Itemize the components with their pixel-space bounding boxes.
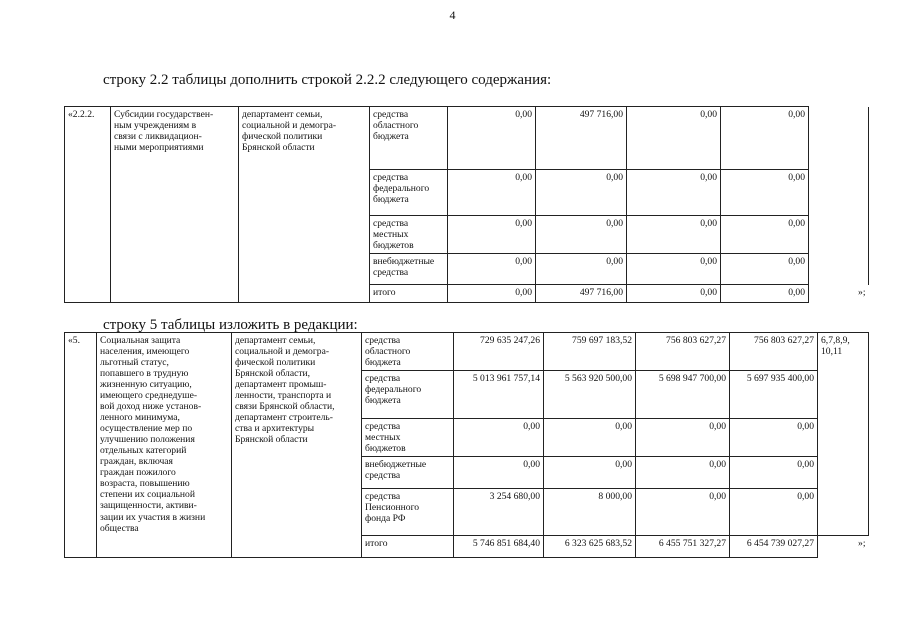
empty-cell bbox=[809, 216, 869, 254]
value-col-1: 5 013 961 757,14 bbox=[454, 371, 544, 419]
value-col-2: 497 716,00 bbox=[536, 107, 627, 170]
value-col-2: 0,00 bbox=[536, 216, 627, 254]
funding-source: средства Пенсионного фонда РФ bbox=[362, 489, 454, 536]
funding-source: внебюджетные средства bbox=[362, 457, 454, 489]
table-row bbox=[65, 107, 869, 170]
item-name: Социальная защита населения, имеющего льготный статус, попавшего в трудную жизненную ситуацию, имеющего среднедуше- вой доход ниже установ- ленного минимума, осуществление мер по улучшению положения отдельных категорий граждан, включая граждан пожилого возраста, повышению степени их социальной защищенности, активи- зации их участия в жизни общества bbox=[97, 333, 232, 558]
value-col-3: 0,00 bbox=[627, 254, 721, 285]
funding-source: средства федерального бюджета bbox=[370, 170, 448, 216]
value-col-4: 5 697 935 400,00 bbox=[730, 371, 818, 419]
value-col-3: 0,00 bbox=[636, 419, 730, 457]
value-col-1: 5 746 851 684,40 bbox=[454, 536, 544, 558]
empty-cell bbox=[809, 254, 869, 285]
value-col-2: 759 697 183,52 bbox=[544, 333, 636, 371]
funding-source: средства местных бюджетов bbox=[370, 216, 448, 254]
value-col-1: 0,00 bbox=[448, 216, 536, 254]
value-col-1: 0,00 bbox=[448, 254, 536, 285]
value-col-3: 0,00 bbox=[627, 107, 721, 170]
funding-source: внебюджетные средства bbox=[370, 254, 448, 285]
value-col-4: 0,00 bbox=[721, 285, 809, 303]
value-col-4: 6 454 739 027,27 bbox=[730, 536, 818, 558]
value-col-4: 0,00 bbox=[721, 107, 809, 170]
value-col-4: 0,00 bbox=[721, 254, 809, 285]
value-col-1: 0,00 bbox=[454, 457, 544, 489]
funding-source: итого bbox=[370, 285, 448, 303]
table-row-5 bbox=[64, 332, 869, 558]
value-col-2: 0,00 bbox=[544, 419, 636, 457]
item-name: Субсидии государствен- ным учреждениям в связи с ликвидацион- ными мероприятиями bbox=[111, 107, 239, 303]
value-col-2: 0,00 bbox=[544, 457, 636, 489]
value-col-3: 0,00 bbox=[627, 285, 721, 303]
value-col-1: 3 254 680,00 bbox=[454, 489, 544, 536]
funding-source: итого bbox=[362, 536, 454, 558]
item-code: «5. bbox=[65, 333, 97, 558]
page-number: 4 bbox=[449, 8, 456, 22]
value-col-1: 0,00 bbox=[448, 107, 536, 170]
closing-quote: »; bbox=[858, 286, 866, 298]
value-col-1: 0,00 bbox=[454, 419, 544, 457]
amendment-heading-2: строку 5 таблицы изложить в редакции: bbox=[103, 317, 358, 333]
value-col-2: 5 563 920 500,00 bbox=[544, 371, 636, 419]
value-col-1: 0,00 bbox=[448, 285, 536, 303]
amendment-heading-1: строку 2.2 таблицы дополнить строкой 2.2.2 следующего содержания: bbox=[103, 72, 552, 88]
value-col-3: 5 698 947 700,00 bbox=[636, 371, 730, 419]
funding-source: средства местных бюджетов bbox=[362, 419, 454, 457]
value-col-2: 497 716,00 bbox=[536, 285, 627, 303]
value-col-3: 6 455 751 327,27 bbox=[636, 536, 730, 558]
value-col-3: 0,00 bbox=[627, 170, 721, 216]
value-col-2: 6 323 625 683,52 bbox=[544, 536, 636, 558]
funding-source: средства областного бюджета bbox=[362, 333, 454, 371]
value-col-2: 8 000,00 bbox=[544, 489, 636, 536]
empty-cell bbox=[809, 107, 869, 170]
empty-cell bbox=[809, 170, 869, 216]
value-col-1: 729 635 247,26 bbox=[454, 333, 544, 371]
value-col-4: 0,00 bbox=[730, 419, 818, 457]
value-col-3: 0,00 bbox=[627, 216, 721, 254]
table-row bbox=[65, 333, 869, 371]
value-col-4: 0,00 bbox=[721, 216, 809, 254]
value-col-4: 0,00 bbox=[721, 170, 809, 216]
value-col-2: 0,00 bbox=[536, 170, 627, 216]
indicators-cell: 6,7,8,9, 10,11 bbox=[818, 333, 869, 536]
value-col-4: 756 803 627,27 bbox=[730, 333, 818, 371]
item-code: «2.2.2. bbox=[65, 107, 111, 303]
value-col-2: 0,00 bbox=[536, 254, 627, 285]
value-col-3: 0,00 bbox=[636, 489, 730, 536]
table-row-2-2-2 bbox=[64, 106, 869, 303]
value-col-1: 0,00 bbox=[448, 170, 536, 216]
value-col-4: 0,00 bbox=[730, 457, 818, 489]
funding-source: средства областного бюджета bbox=[370, 107, 448, 170]
value-col-3: 0,00 bbox=[636, 457, 730, 489]
value-col-4: 0,00 bbox=[730, 489, 818, 536]
closing-quote: »; bbox=[858, 538, 866, 550]
value-col-3: 756 803 627,27 bbox=[636, 333, 730, 371]
funding-source: средства федерального бюджета bbox=[362, 371, 454, 419]
item-executor: департамент семьи, социальной и демогра- фической политики Брянской области bbox=[239, 107, 370, 303]
item-executor: департамент семьи, социальной и демогра- фической политики Брянской области, департамент промыш- ленности, транспорта и связи Брянской области, департамент строитель- ства и архитектуры Брянской области bbox=[232, 333, 362, 558]
